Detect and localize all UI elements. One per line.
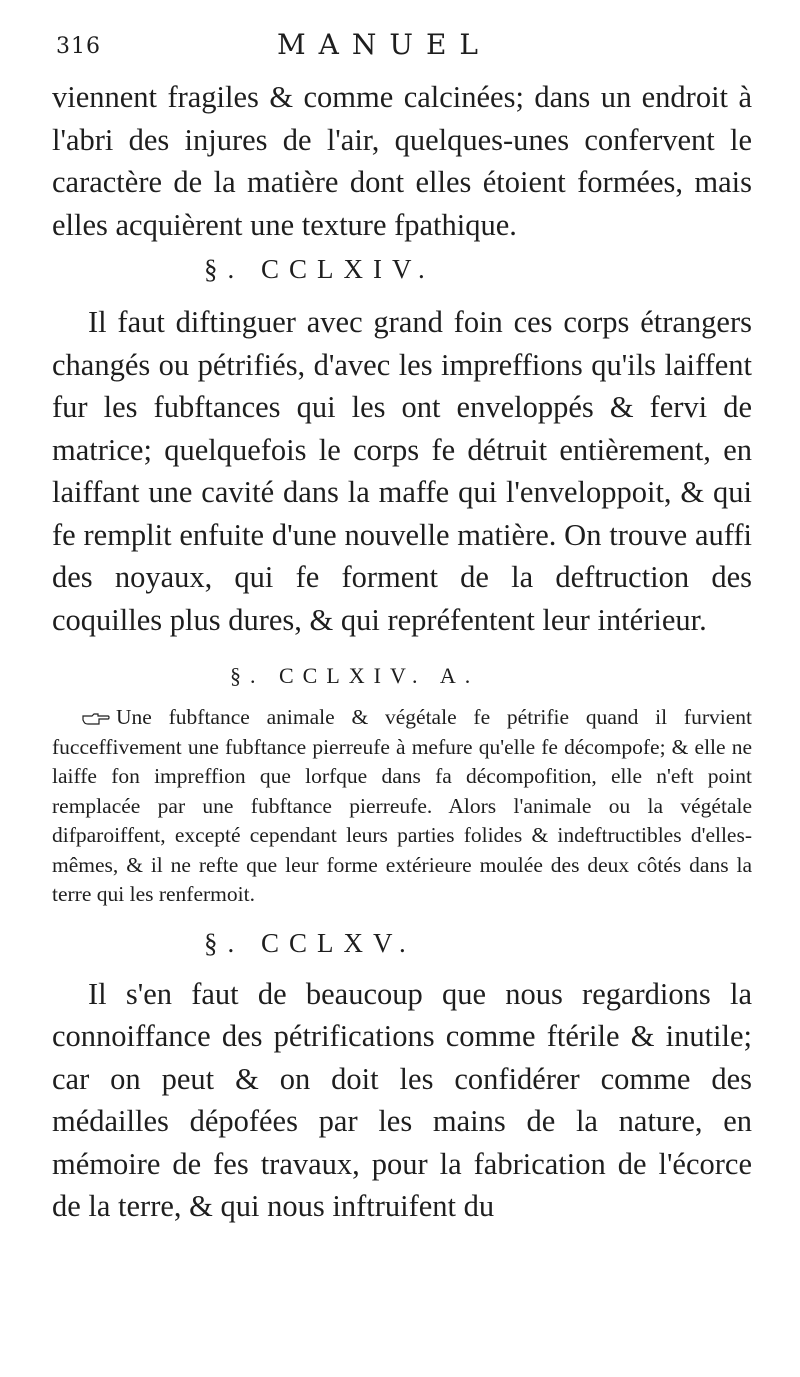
- paragraph-cclxiv: Il faut diftinguer avec grand foin ces corps étrangers changés ou pétrifiés, d'avec les impreffions qu'ils laiffent fur les fubftances qui les ont enveloppés & fervi de matrice; quelquefois le corps fe détruit entièrement, en laiffant une cavité dans la maffe qui l'enveloppoit, & qui fe remplit enfuite d'une nouvelle matière. On trouve auffi des noyaux, qui fe forment de la deftruction des coquilles plus dures, & qui repréfentent leur intérieur.: [52, 305, 752, 637]
- section-heading-cclxiv: §. CCLXIV.: [204, 254, 435, 284]
- paragraph-cclxv: Il s'en faut de beaucoup que nous regardions la connoiffance des pétrifications comme ftérile & inutile; car on peut & on doit les confidérer comme des médailles dépofées par les mains de la nature, en mémoire de fes travaux, pour la fabrication de l'écorce de la terre, & qui nous inftruifent du: [52, 976, 752, 1223]
- running-title: MANUEL: [277, 28, 492, 61]
- note-text: Une fubftance animale & végétale fe pétrifie quand il furvient fucceffivement une fubftance pierreufe à mefure qu'elle fe décompofe; & elle ne laiffe fon impreffion que lorfque dans fa décompofition, elle n'eft point remplacée par une fubftance pierreufe. Alors l'animale ou la végétale difparoiffent, excepté cependant leurs parties folides & indeftructibles d'elles-mêmes, & il ne refte que leur forme extérieure moulée des deux côtés dans la terre qui les renfermoit.: [52, 705, 752, 906]
- book-page: [52, 28, 752, 1228]
- pointing-hand-icon: [82, 712, 110, 726]
- paragraph-continuation: viennent fragiles & comme calcinées; dans un endroit à l'abri des injures de l'air, quelques-unes confervent le caractère de la matière dont elles étoient formées, mais elles acquièrent une texture fpathique.: [52, 80, 752, 242]
- section-heading-cclxv: §. CCLXV.: [204, 927, 416, 958]
- running-head: [52, 28, 752, 76]
- section-heading-cclxiv-a: §. CCLXIV. A.: [230, 663, 480, 688]
- page-number: 316: [56, 34, 101, 59]
- note-paragraph: [52, 703, 752, 910]
